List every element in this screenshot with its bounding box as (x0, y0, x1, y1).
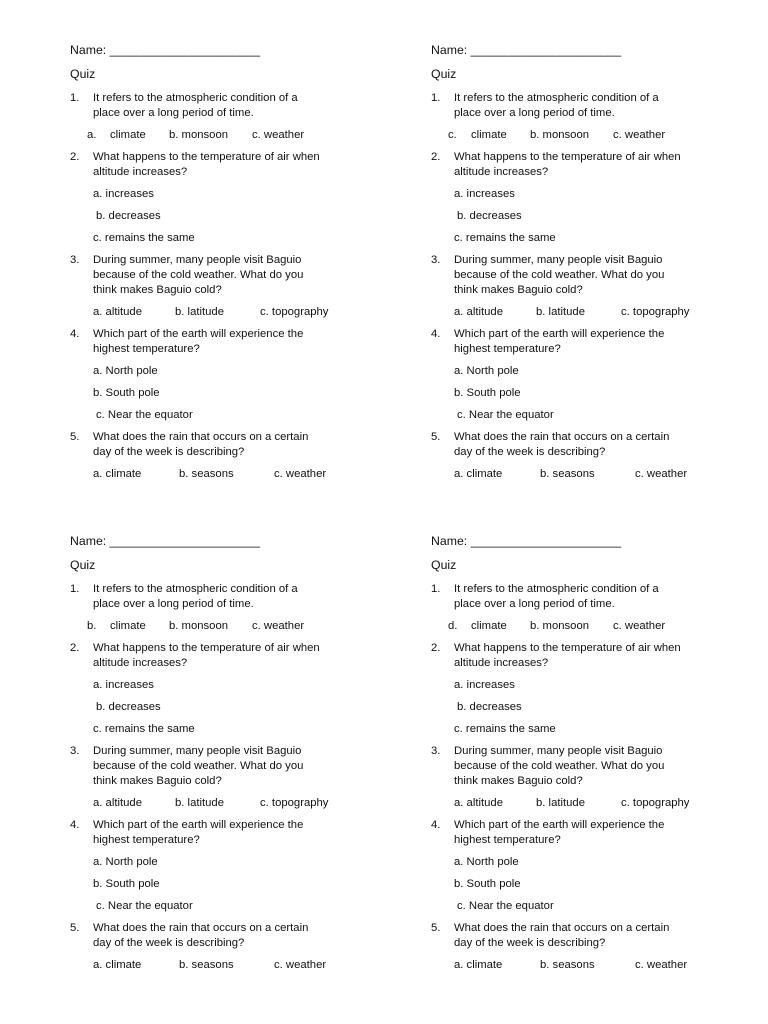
option: climate (471, 620, 507, 632)
option: a. North pole (454, 365, 519, 377)
question-2 (70, 641, 400, 737)
option: a. North pole (93, 365, 158, 377)
quiz-title: Quiz (431, 558, 457, 572)
quiz-title: Quiz (431, 67, 457, 81)
quiz-bottom-right (431, 534, 761, 980)
question-text: During summer, many people visit Baguio because of the cold weather. What do you think makes Baguio cold? (93, 254, 304, 296)
quiz-title: Quiz (70, 67, 96, 81)
option: c. weather (252, 129, 305, 141)
option: c. topography (621, 306, 690, 318)
option: c. weather (613, 129, 666, 141)
question-text: What does the rain that occurs on a certain day of the week is describing? (93, 922, 309, 949)
question-text: Which part of the earth will experience the highest temperature? (93, 328, 304, 355)
option: a. altitude (93, 306, 142, 318)
option: c. weather (635, 959, 688, 971)
question-4 (431, 327, 761, 423)
question-number: 2. (431, 642, 441, 654)
question-number: 4. (70, 819, 80, 831)
option: c. remains the same (454, 232, 556, 244)
option: climate (471, 129, 507, 141)
option: b. latitude (175, 306, 224, 318)
question-number: 1. (70, 92, 80, 104)
question-text: What does the rain that occurs on a certain day of the week is describing? (454, 922, 670, 949)
question-text: It refers to the atmospheric condition of a place over a long period of time. (454, 583, 659, 610)
quiz-top-left (70, 43, 400, 489)
option: c. remains the same (93, 723, 195, 735)
question-number: 1. (431, 92, 441, 104)
question-number: 5. (431, 922, 441, 934)
question-5 (70, 921, 400, 973)
question-text: It refers to the atmospheric condition of a place over a long period of time. (454, 92, 659, 119)
quiz-title: Quiz (70, 558, 96, 572)
option: b. seasons (179, 959, 234, 971)
question-5 (70, 430, 400, 482)
name-line: Name: ______________________ (431, 43, 622, 57)
question-number: 5. (70, 431, 80, 443)
question-5 (431, 921, 761, 973)
option: a. altitude (454, 306, 503, 318)
option: climate (110, 129, 146, 141)
question-number: 2. (70, 151, 80, 163)
question-2 (431, 641, 761, 737)
question-text: During summer, many people visit Baguio because of the cold weather. What do you think makes Baguio cold? (454, 254, 665, 296)
option: c. topography (260, 797, 329, 809)
option: b. South pole (93, 878, 160, 890)
option: b. decreases (457, 210, 522, 222)
option: c. remains the same (454, 723, 556, 735)
question-text: What happens to the temperature of air when altitude increases? (454, 151, 681, 178)
option: b. South pole (454, 387, 521, 399)
question-number: 2. (70, 642, 80, 654)
question-2 (70, 150, 400, 246)
question-text: During summer, many people visit Baguio because of the cold weather. What do you think makes Baguio cold? (454, 745, 665, 787)
question-text: What does the rain that occurs on a certain day of the week is describing? (93, 431, 309, 458)
question-5 (431, 430, 761, 482)
option: b. seasons (540, 468, 595, 480)
question-text: It refers to the atmospheric condition of a place over a long period of time. (93, 583, 298, 610)
option: a. altitude (93, 797, 142, 809)
question-text: What happens to the temperature of air when altitude increases? (454, 642, 681, 669)
option: a. climate (454, 959, 503, 971)
option: a. increases (93, 188, 154, 200)
option: a. increases (93, 679, 154, 691)
option: c. topography (621, 797, 690, 809)
question-text: What happens to the temperature of air when altitude increases? (93, 642, 320, 669)
question-3 (431, 744, 761, 811)
question-1 (431, 91, 761, 143)
name-line: Name: ______________________ (70, 43, 261, 57)
question-1 (431, 582, 761, 634)
option: a. altitude (454, 797, 503, 809)
question-1 (70, 582, 400, 634)
question-3 (70, 253, 400, 320)
option: b. monsoon (530, 620, 590, 632)
option: b. monsoon (530, 129, 590, 141)
option: a. North pole (454, 856, 519, 868)
option-letter: c. (448, 129, 457, 141)
option: b. decreases (457, 701, 522, 713)
question-text: Which part of the earth will experience the highest temperature? (454, 328, 665, 355)
question-number: 1. (70, 583, 80, 595)
option: b. seasons (179, 468, 234, 480)
question-number: 5. (431, 431, 441, 443)
option: a. climate (93, 959, 142, 971)
question-number: 3. (431, 254, 441, 266)
option: b. latitude (175, 797, 224, 809)
question-text: During summer, many people visit Baguio because of the cold weather. What do you think makes Baguio cold? (93, 745, 304, 787)
option: a. climate (454, 468, 503, 480)
question-4 (431, 818, 761, 914)
option: c. Near the equator (96, 900, 193, 912)
quiz-bottom-left (70, 534, 400, 980)
option: b. South pole (93, 387, 160, 399)
option: a. climate (93, 468, 142, 480)
option: b. monsoon (169, 129, 229, 141)
question-number: 5. (70, 922, 80, 934)
option: b. latitude (536, 306, 585, 318)
question-number: 4. (431, 328, 441, 340)
option-letter: a. (87, 129, 97, 141)
question-2 (431, 150, 761, 246)
question-3 (70, 744, 400, 811)
option-letter: d. (448, 620, 458, 632)
option: a. increases (454, 188, 515, 200)
option: c. Near the equator (96, 409, 193, 421)
question-text: What happens to the temperature of air when altitude increases? (93, 151, 320, 178)
question-number: 2. (431, 151, 441, 163)
option: b. seasons (540, 959, 595, 971)
option: b. decreases (96, 701, 161, 713)
question-text: What does the rain that occurs on a certain day of the week is describing? (454, 431, 670, 458)
question-text: Which part of the earth will experience the highest temperature? (93, 819, 304, 846)
option: c. Near the equator (457, 409, 554, 421)
option: b. monsoon (169, 620, 229, 632)
option: c. weather (635, 468, 688, 480)
name-line: Name: ______________________ (70, 534, 261, 548)
question-4 (70, 327, 400, 423)
question-text: Which part of the earth will experience the highest temperature? (454, 819, 665, 846)
question-number: 4. (70, 328, 80, 340)
option: c. Near the equator (457, 900, 554, 912)
question-1 (70, 91, 400, 143)
option: b. latitude (536, 797, 585, 809)
option: climate (110, 620, 146, 632)
question-number: 3. (70, 745, 80, 757)
option: c. remains the same (93, 232, 195, 244)
question-number: 3. (431, 745, 441, 757)
option: b. decreases (96, 210, 161, 222)
option: b. South pole (454, 878, 521, 890)
question-number: 4. (431, 819, 441, 831)
option: a. increases (454, 679, 515, 691)
option: c. weather (274, 468, 327, 480)
question-4 (70, 818, 400, 914)
question-3 (431, 253, 761, 320)
option: c. weather (274, 959, 327, 971)
option: a. North pole (93, 856, 158, 868)
question-number: 3. (70, 254, 80, 266)
question-text: It refers to the atmospheric condition of a place over a long period of time. (93, 92, 298, 119)
question-number: 1. (431, 583, 441, 595)
option: c. weather (252, 620, 305, 632)
option-letter: b. (87, 620, 97, 632)
name-line: Name: ______________________ (431, 534, 622, 548)
option: c. topography (260, 306, 329, 318)
option: c. weather (613, 620, 666, 632)
quiz-top-right (431, 43, 761, 489)
